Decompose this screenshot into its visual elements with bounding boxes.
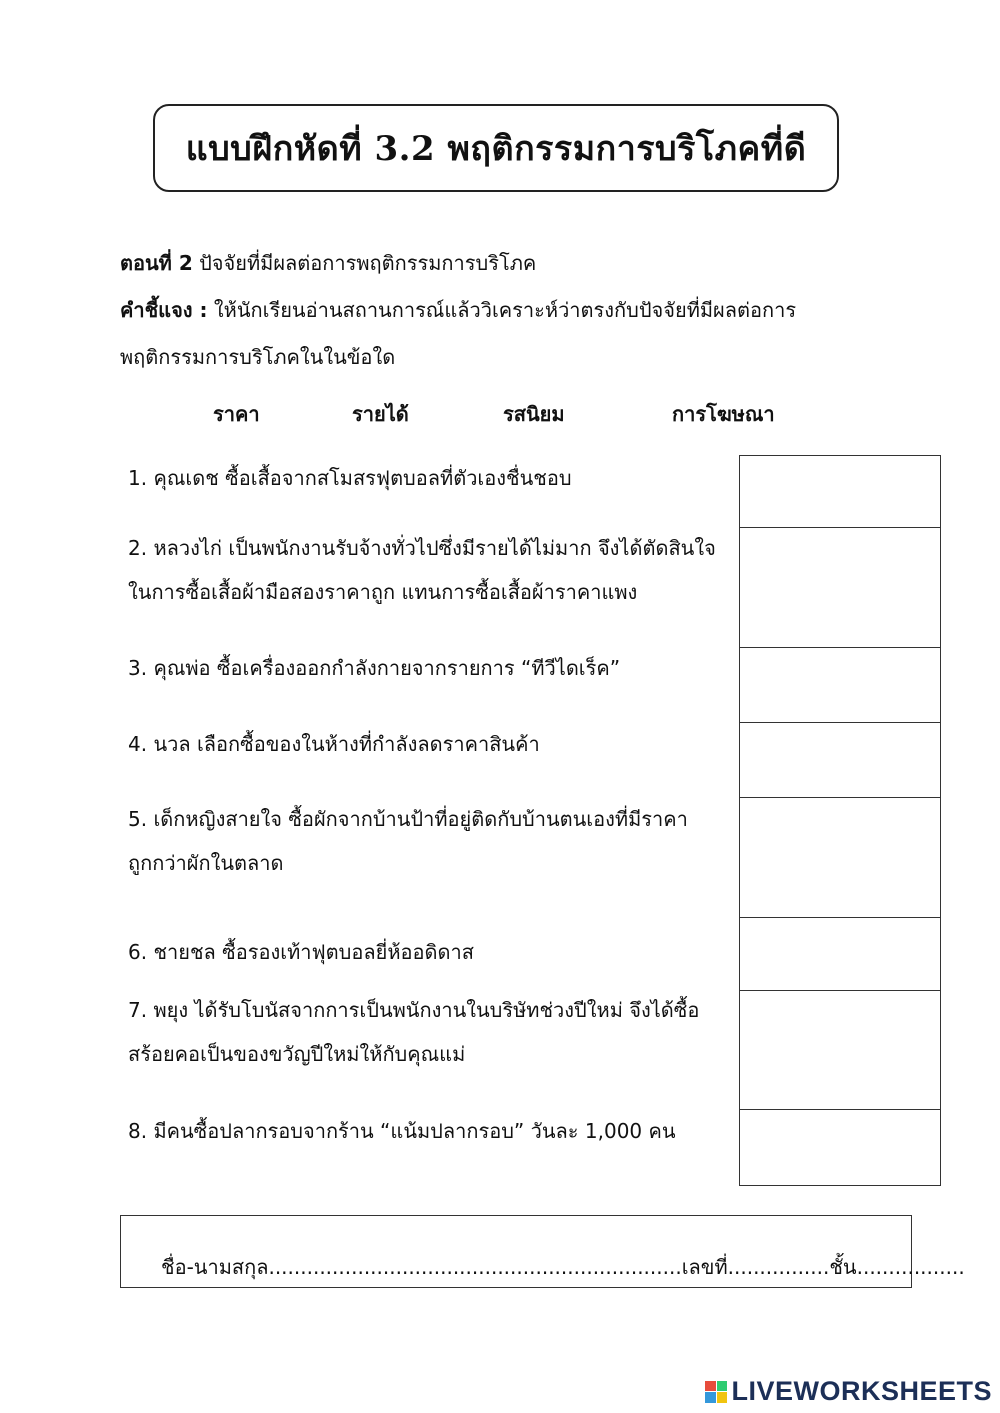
logo-square-3 (705, 1392, 716, 1403)
question-2-line-2: ในการซื้อเสื้อผ้ามือสองราคาถูก แทนการซื้อเสื้อผ้าราคาแพง (128, 580, 638, 604)
question-7-line-1: 7. พยุง ได้รับโบนัสจากการเป็นพนักงานในบริษัทช่วงปีใหม่ จึงได้ซื้อ (128, 998, 700, 1022)
worksheet-title: แบบฝึกหัดที่ 3.2 พฤติกรรมการบริโภคที่ดี (153, 104, 839, 192)
liveworksheets-logo-icon (705, 1381, 727, 1403)
question-2-line-1: 2. หลวงไก่ เป็นพนักงานรับจ้างทั่วไปซึ่งมีรายได้ไม่มาก จึงได้ตัดสินใจ (128, 536, 716, 560)
question-7-line-2: สร้อยคอเป็นของขวัญปีใหม่ให้กับคุณแม่ (128, 1042, 466, 1066)
logo-square-2 (717, 1381, 728, 1392)
instructions-label: คำชี้แจง : (120, 298, 208, 322)
instructions-text: ให้นักเรียนอ่านสถานการณ์แล้ววิเคราะห์ว่าตรงกับปัจจัยที่มีผลต่อการ (213, 298, 797, 322)
logo-square-1 (705, 1381, 716, 1392)
option-price: ราคา (213, 402, 260, 426)
section-text: ปัจจัยที่มีผลต่อการพฤติกรรมการบริโภค (199, 251, 537, 275)
instructions-line-2: พฤติกรรมการบริโภคในในข้อใด (120, 345, 396, 369)
question-6-line-1: 6. ชายชล ซื้อรองเท้าฟุตบอลยี่ห้ออดิดาส (128, 940, 474, 964)
question-4-line-1: 4. นวล เลือกซื้อของในห้างที่กำลังลดราคาสินค้า (128, 732, 540, 756)
student-info-text: ชื่อ-นามสกุล.................................................................เลขที่................ชั้น................. (161, 1255, 965, 1279)
question-2 (128, 526, 716, 614)
question-5-line-1: 5. เด็กหญิงสายใจ ซื้อผักจากบ้านป้าที่อยู่ติดกับบ้านตนเองที่มีราคา (128, 807, 688, 831)
question-8 (128, 1109, 676, 1153)
answer-box-6[interactable] (740, 918, 940, 991)
question-4 (128, 722, 540, 766)
answer-box-4[interactable] (740, 723, 940, 798)
question-5-line-2: ถูกกว่าผักในตลาด (128, 851, 284, 875)
question-1-line-1: 1. คุณเดช ซื้อเสื้อจากสโมสรฟุตบอลที่ตัวเองชื่นชอบ (128, 466, 572, 490)
answer-box-8[interactable] (740, 1110, 940, 1186)
option-advertising: การโฆษณา (672, 402, 775, 426)
answer-column (739, 455, 941, 1186)
question-1 (128, 456, 572, 500)
question-5 (128, 797, 688, 885)
answer-box-1[interactable] (740, 456, 940, 528)
question-3 (128, 646, 620, 690)
question-8-line-1: 8. มีคนซื้อปลากรอบจากร้าน “แน้มปลากรอบ” วันละ 1,000 คน (128, 1119, 676, 1143)
answer-box-2[interactable] (740, 528, 940, 648)
answer-box-5[interactable] (740, 798, 940, 918)
question-7 (128, 988, 699, 1076)
answer-box-7[interactable] (740, 991, 940, 1110)
answer-box-3[interactable] (740, 648, 940, 723)
instructions-line-1 (120, 294, 796, 326)
question-6 (128, 930, 474, 974)
question-3-line-1: 3. คุณพ่อ ซื้อเครื่องออกกำลังกายจากรายการ “ทีวีไดเร็ค” (128, 656, 621, 680)
student-info-box (120, 1215, 965, 1288)
liveworksheets-brand (705, 1376, 992, 1407)
option-income: รายได้ (352, 402, 409, 426)
section-line (120, 247, 536, 279)
section-label: ตอนที่ 2 (120, 251, 193, 275)
logo-square-4 (717, 1392, 728, 1403)
liveworksheets-wordmark: LIVEWORKSHEETS (731, 1376, 992, 1406)
option-taste: รสนิยม (503, 402, 565, 426)
